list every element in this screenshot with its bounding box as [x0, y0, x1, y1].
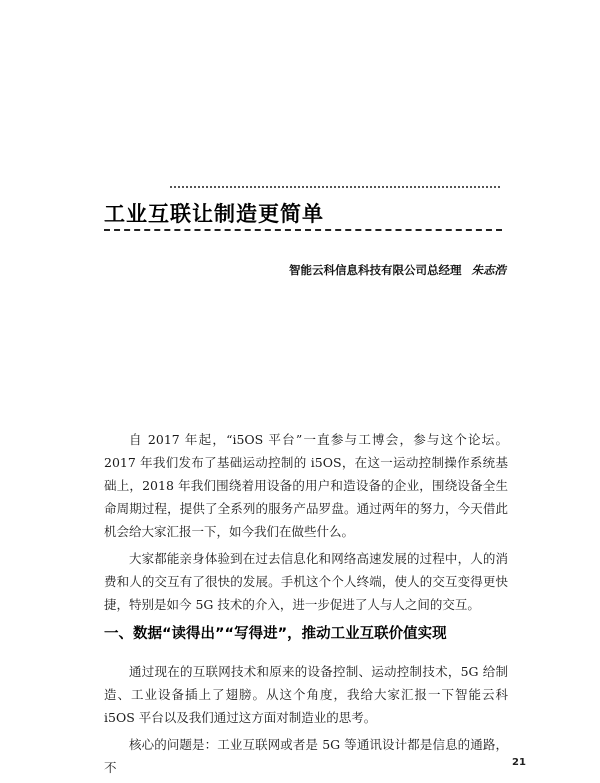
article-title: 工业互联让制造更简单	[104, 202, 324, 226]
author-name: 朱志浩	[471, 263, 506, 277]
section-paragraph: 通过现在的互联网技术和原来的设备控制、运动控制技术，5G 给制造、工业设备插上了翅膀。从这个角度，我给大家汇报一下智能云科 i5OS 平台以及我们通过这方面对制造业的思考。	[104, 664, 508, 725]
author-line	[280, 262, 506, 278]
author-affiliation: 智能云科信息科技有限公司总经理	[289, 263, 462, 277]
title-underline-rule	[104, 229, 502, 231]
header-decorative-rule	[170, 186, 500, 188]
page-number: 21	[512, 757, 526, 768]
section-paragraph: 核心的问题是：工业互联网或者是 5G 等通讯设计都是信息的通路，不	[104, 737, 508, 775]
article-body	[104, 428, 508, 783]
section-heading: 一、数据“读得出”“写得进”，推动工业互联价值实现	[104, 626, 447, 642]
body-paragraph: 大家都能亲身体验到在过去信息化和网络高速发展的过程中，人的消费和人的交互有了很快的发展。手机这个个人终端，使人的交互变得更快捷，特别是如今 5G 技术的介入，进一步促进了人与人之间的交互。	[104, 551, 508, 612]
body-paragraph: 自 2017 年起，“i5OS 平台”一直参与工博会，参与这个论坛。2017 年我们发布了基础运动控制的 i5OS，在这一运动控制操作系统基础上，2018 年我们围绕着用设备的用户和造设备的企业，围绕设备全生命周期过程，提供了全系列的服务产品罗盘。通过两年的努力，今天借此机会给大家汇报一下，如今我们在做些什么。	[104, 432, 508, 539]
